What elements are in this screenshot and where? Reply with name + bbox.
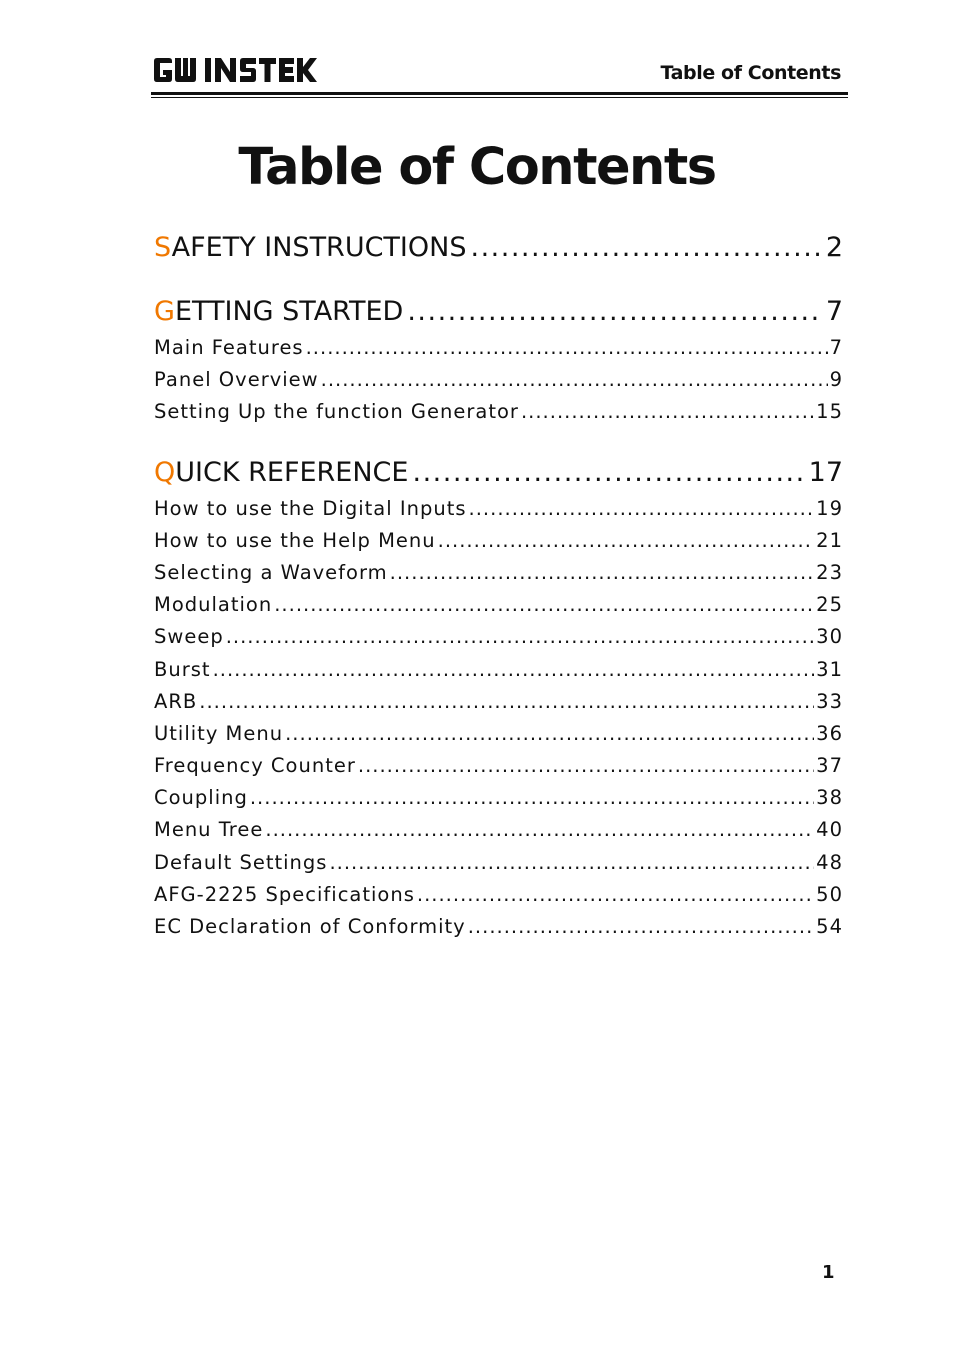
toc-entry[interactable] <box>154 690 843 722</box>
toc-section-heading[interactable] <box>154 296 843 336</box>
dot-leader <box>199 690 814 713</box>
toc-entry-page: 40 <box>816 818 843 842</box>
toc-entry[interactable] <box>154 915 843 947</box>
dot-leader <box>469 497 815 520</box>
toc-entry-page: 25 <box>816 593 843 617</box>
toc-entry-label: ARB <box>154 689 198 713</box>
dot-leader <box>250 786 814 809</box>
toc-entry-page: 30 <box>816 625 843 649</box>
toc-entry-page: 50 <box>816 882 843 906</box>
toc-entry[interactable] <box>154 497 843 529</box>
toc-entry-label: EC Declaration of Conformity <box>154 915 466 938</box>
toc-entry-page: 36 <box>816 721 843 745</box>
running-header-title: Table of Contents <box>660 62 841 84</box>
toc-entry[interactable] <box>154 883 843 915</box>
toc-entry-page: 15 <box>816 400 843 424</box>
dot-leader <box>265 818 814 841</box>
toc-section-title-rest: UICK REFERENCE <box>175 456 409 488</box>
toc-section-title <box>154 296 403 327</box>
toc-section-initial: S <box>154 232 172 263</box>
toc-entry[interactable] <box>154 625 843 657</box>
toc-entry-label: Selecting a Waveform <box>154 560 388 584</box>
toc-section-title <box>154 232 466 263</box>
toc-entry-label: Frequency Counter <box>154 754 356 778</box>
header-rule <box>151 92 848 95</box>
page-title: Table of Contents <box>238 138 716 197</box>
toc-entry[interactable] <box>154 400 843 432</box>
toc-entry-label: Setting Up the function Generator <box>154 400 519 424</box>
toc-entry-page: 38 <box>816 786 843 810</box>
toc-entry-page: 19 <box>816 496 843 520</box>
page-header <box>151 52 848 98</box>
toc-section-initial: Q <box>154 456 176 488</box>
toc-entry-label: Panel Overview <box>154 368 319 392</box>
toc-entry[interactable] <box>154 818 843 850</box>
toc-entry-page: 37 <box>816 754 843 778</box>
toc-entry[interactable] <box>154 658 843 690</box>
dot-leader <box>213 658 815 681</box>
toc-entry-page: 31 <box>816 657 843 681</box>
toc-entry-label: Utility Menu <box>154 721 284 745</box>
dot-leader <box>417 883 814 906</box>
toc-entry[interactable] <box>154 561 843 593</box>
toc-entry-label: How to use the Digital Inputs <box>154 496 467 520</box>
dot-leader <box>321 368 828 391</box>
toc-entry-label: Sweep <box>154 625 224 649</box>
toc-entry-page: 21 <box>816 528 843 552</box>
toc-section-page: 17 <box>808 456 843 488</box>
toc-section-title-rest: AFETY INSTRUCTIONS <box>171 232 467 263</box>
toc-entry[interactable] <box>154 529 843 561</box>
toc-section <box>154 232 843 272</box>
toc-section-page: 2 <box>825 232 843 263</box>
toc-section-heading[interactable] <box>154 232 843 272</box>
dot-leader <box>274 593 814 616</box>
dot-leader <box>358 754 814 777</box>
toc-entry[interactable] <box>154 593 843 625</box>
dot-leader <box>412 457 804 488</box>
toc-entry-label: Menu Tree <box>154 818 264 842</box>
gw-instek-logo <box>153 55 325 85</box>
toc-entry-label: Modulation <box>154 593 273 617</box>
toc-entry-label: Default Settings <box>154 850 328 874</box>
toc-entry[interactable] <box>154 368 843 400</box>
toc-section <box>154 457 843 948</box>
dot-leader <box>470 232 821 263</box>
header-rule-thin <box>151 97 848 98</box>
toc-section-page: 7 <box>825 296 843 327</box>
dot-leader <box>407 296 821 327</box>
toc-entry-label: Main Features <box>154 336 304 359</box>
toc-entry[interactable] <box>154 786 843 818</box>
dot-leader <box>438 529 815 552</box>
toc-section <box>154 296 843 433</box>
dot-leader <box>285 722 814 745</box>
dot-leader <box>306 336 828 359</box>
toc-section-title <box>154 457 408 488</box>
toc-entry[interactable] <box>154 851 843 883</box>
toc-entry[interactable] <box>154 722 843 754</box>
toc-entry-label: Burst <box>154 657 211 681</box>
toc-entry-page: 7 <box>829 336 843 359</box>
toc-entry-label: AFG-2225 Specifications <box>154 882 415 906</box>
toc-entry-label: How to use the Help Menu <box>154 528 436 552</box>
toc-entry-page: 33 <box>816 689 843 713</box>
toc-section-title-rest: ETTING STARTED <box>174 296 404 327</box>
toc-entry-page: 23 <box>816 560 843 584</box>
toc-entry-page: 54 <box>816 915 843 938</box>
toc-section-heading[interactable] <box>154 457 843 497</box>
dot-leader <box>226 625 814 648</box>
dot-leader <box>390 561 815 584</box>
dot-leader <box>329 851 814 874</box>
toc-entry-label: Coupling <box>154 786 248 810</box>
toc-entry[interactable] <box>154 336 843 368</box>
gw-instek-logo-mark <box>153 55 325 85</box>
dot-leader <box>521 400 814 423</box>
toc-entry[interactable] <box>154 754 843 786</box>
toc-section-initial: G <box>154 296 175 327</box>
table-of-contents <box>154 232 843 947</box>
toc-entry-page: 9 <box>829 368 843 392</box>
dot-leader <box>468 915 814 938</box>
toc-entry-page: 48 <box>816 850 843 874</box>
page-number: 1 <box>822 1262 835 1283</box>
